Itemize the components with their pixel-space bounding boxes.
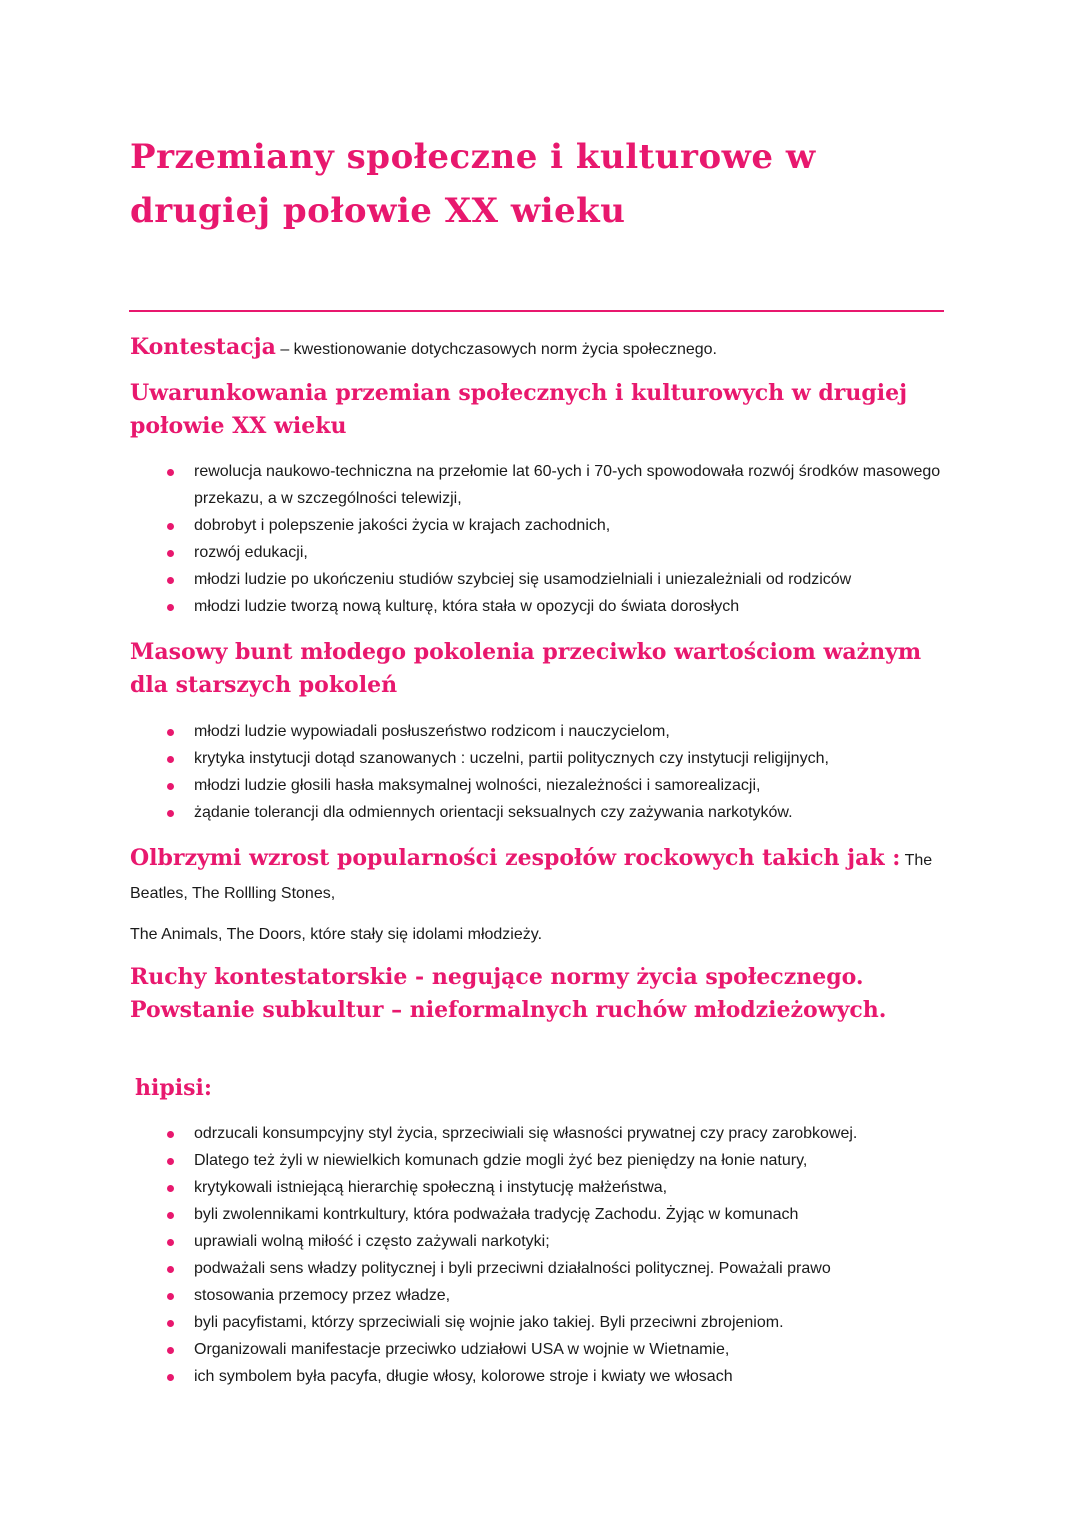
list-item: żądanie tolerancji dla odmiennych orientacji seksualnych czy zażywania narkotyków. <box>130 799 960 826</box>
definition-text: – kwestionowanie dotychczasowych norm życia społecznego. <box>275 341 717 358</box>
list-item: uprawiali wolną miłość i często zażywali narkotyki; <box>130 1228 960 1255</box>
rock-bands-paragraph <box>130 842 960 910</box>
list-item: młodzi ludzie tworzą nową kulturę, która stała w opozycji do świata dorosłych <box>130 593 960 620</box>
list-item: młodzi ludzie po ukończeniu studiów szybciej się usamodzielniali i uniezależniali od rodziców <box>130 566 960 593</box>
section-heading-hippies: hipisi: <box>135 1075 212 1101</box>
list-item: krytyka instytucji dotąd szanowanych : uczelni, partii politycznych czy instytucji religijnych, <box>130 745 960 772</box>
list-item: Dlatego też żyli w niewielkich komunach gdzie mogli żyć bez pieniędzy na łonie natury, <box>130 1147 960 1174</box>
list-item: młodzi ludzie głosili hasła maksymalnej wolności, niezależności i samorealizacji, <box>130 772 960 799</box>
list-item: byli pacyfistami, którzy sprzeciwiali się wojnie jako takiej. Byli przeciwni zbrojeniom. <box>130 1309 960 1336</box>
title-divider <box>129 310 944 312</box>
list-item: rewolucja naukowo-techniczna na przełomie lat 60-ych i 70-ych spowodowała rozwój środków masowego przekazu, a w szczególności telewizji, <box>130 458 960 512</box>
section-heading-movements: Ruchy kontestatorskie - negujące normy życia społecznego. Powstanie subkultur – nieformalnych ruchów młodzieżowych. <box>130 964 887 1023</box>
rock-bands-inline: The Beatles, The Rollling Stones, <box>130 852 933 902</box>
list-item: młodzi ludzie wypowiadali posłuszeństwo rodzicom i nauczycielom, <box>130 718 960 745</box>
list-item: ich symbolem była pacyfa, długie włosy, kolorowe stroje i kwiaty we włosach <box>130 1363 960 1390</box>
section-heading-rebellion: Masowy bunt młodego pokolenia przeciwko wartościom ważnym dla starszych pokoleń <box>130 639 922 698</box>
list-item: dobrobyt i polepszenie jakości życia w krajach zachodnich, <box>130 512 960 539</box>
rock-bands-continuation: The Animals, The Doors, które stały się idolami młodzieży. <box>130 926 543 943</box>
rebellion-list <box>130 718 960 826</box>
page-title: Przemiany społeczne i kulturowe w drugiej połowie XX wieku <box>130 137 816 231</box>
section-heading-conditions: Uwarunkowania przemian społecznych i kulturowych w drugiej połowie XX wieku <box>130 380 908 439</box>
hippies-list <box>130 1120 960 1390</box>
definition-paragraph <box>130 334 960 363</box>
list-item: podważali sens władzy politycznej i byli przeciwni działalności politycznej. Poważali prawo <box>130 1255 960 1282</box>
list-item: odrzucali konsumpcyjny styl życia, sprzeciwiali się własności prywatnej czy pracy zarobkowej. <box>130 1120 960 1147</box>
list-item: stosowania przemocy przez władze, <box>130 1282 960 1309</box>
conditions-list <box>130 458 960 620</box>
definition-term: Kontestacja <box>130 334 276 360</box>
section-heading-rock: Olbrzymi wzrost popularności zespołów rockowych takich jak : <box>130 845 901 871</box>
list-item: rozwój edukacji, <box>130 539 960 566</box>
list-item: krytykowali istniejącą hierarchię społeczną i instytucję małżeństwa, <box>130 1174 960 1201</box>
list-item: byli zwolennikami kontrkultury, która podważała tradycję Zachodu. Żyjąc w komunach <box>130 1201 960 1228</box>
list-item: Organizowali manifestacje przeciwko udziałowi USA w wojnie w Wietnamie, <box>130 1336 960 1363</box>
